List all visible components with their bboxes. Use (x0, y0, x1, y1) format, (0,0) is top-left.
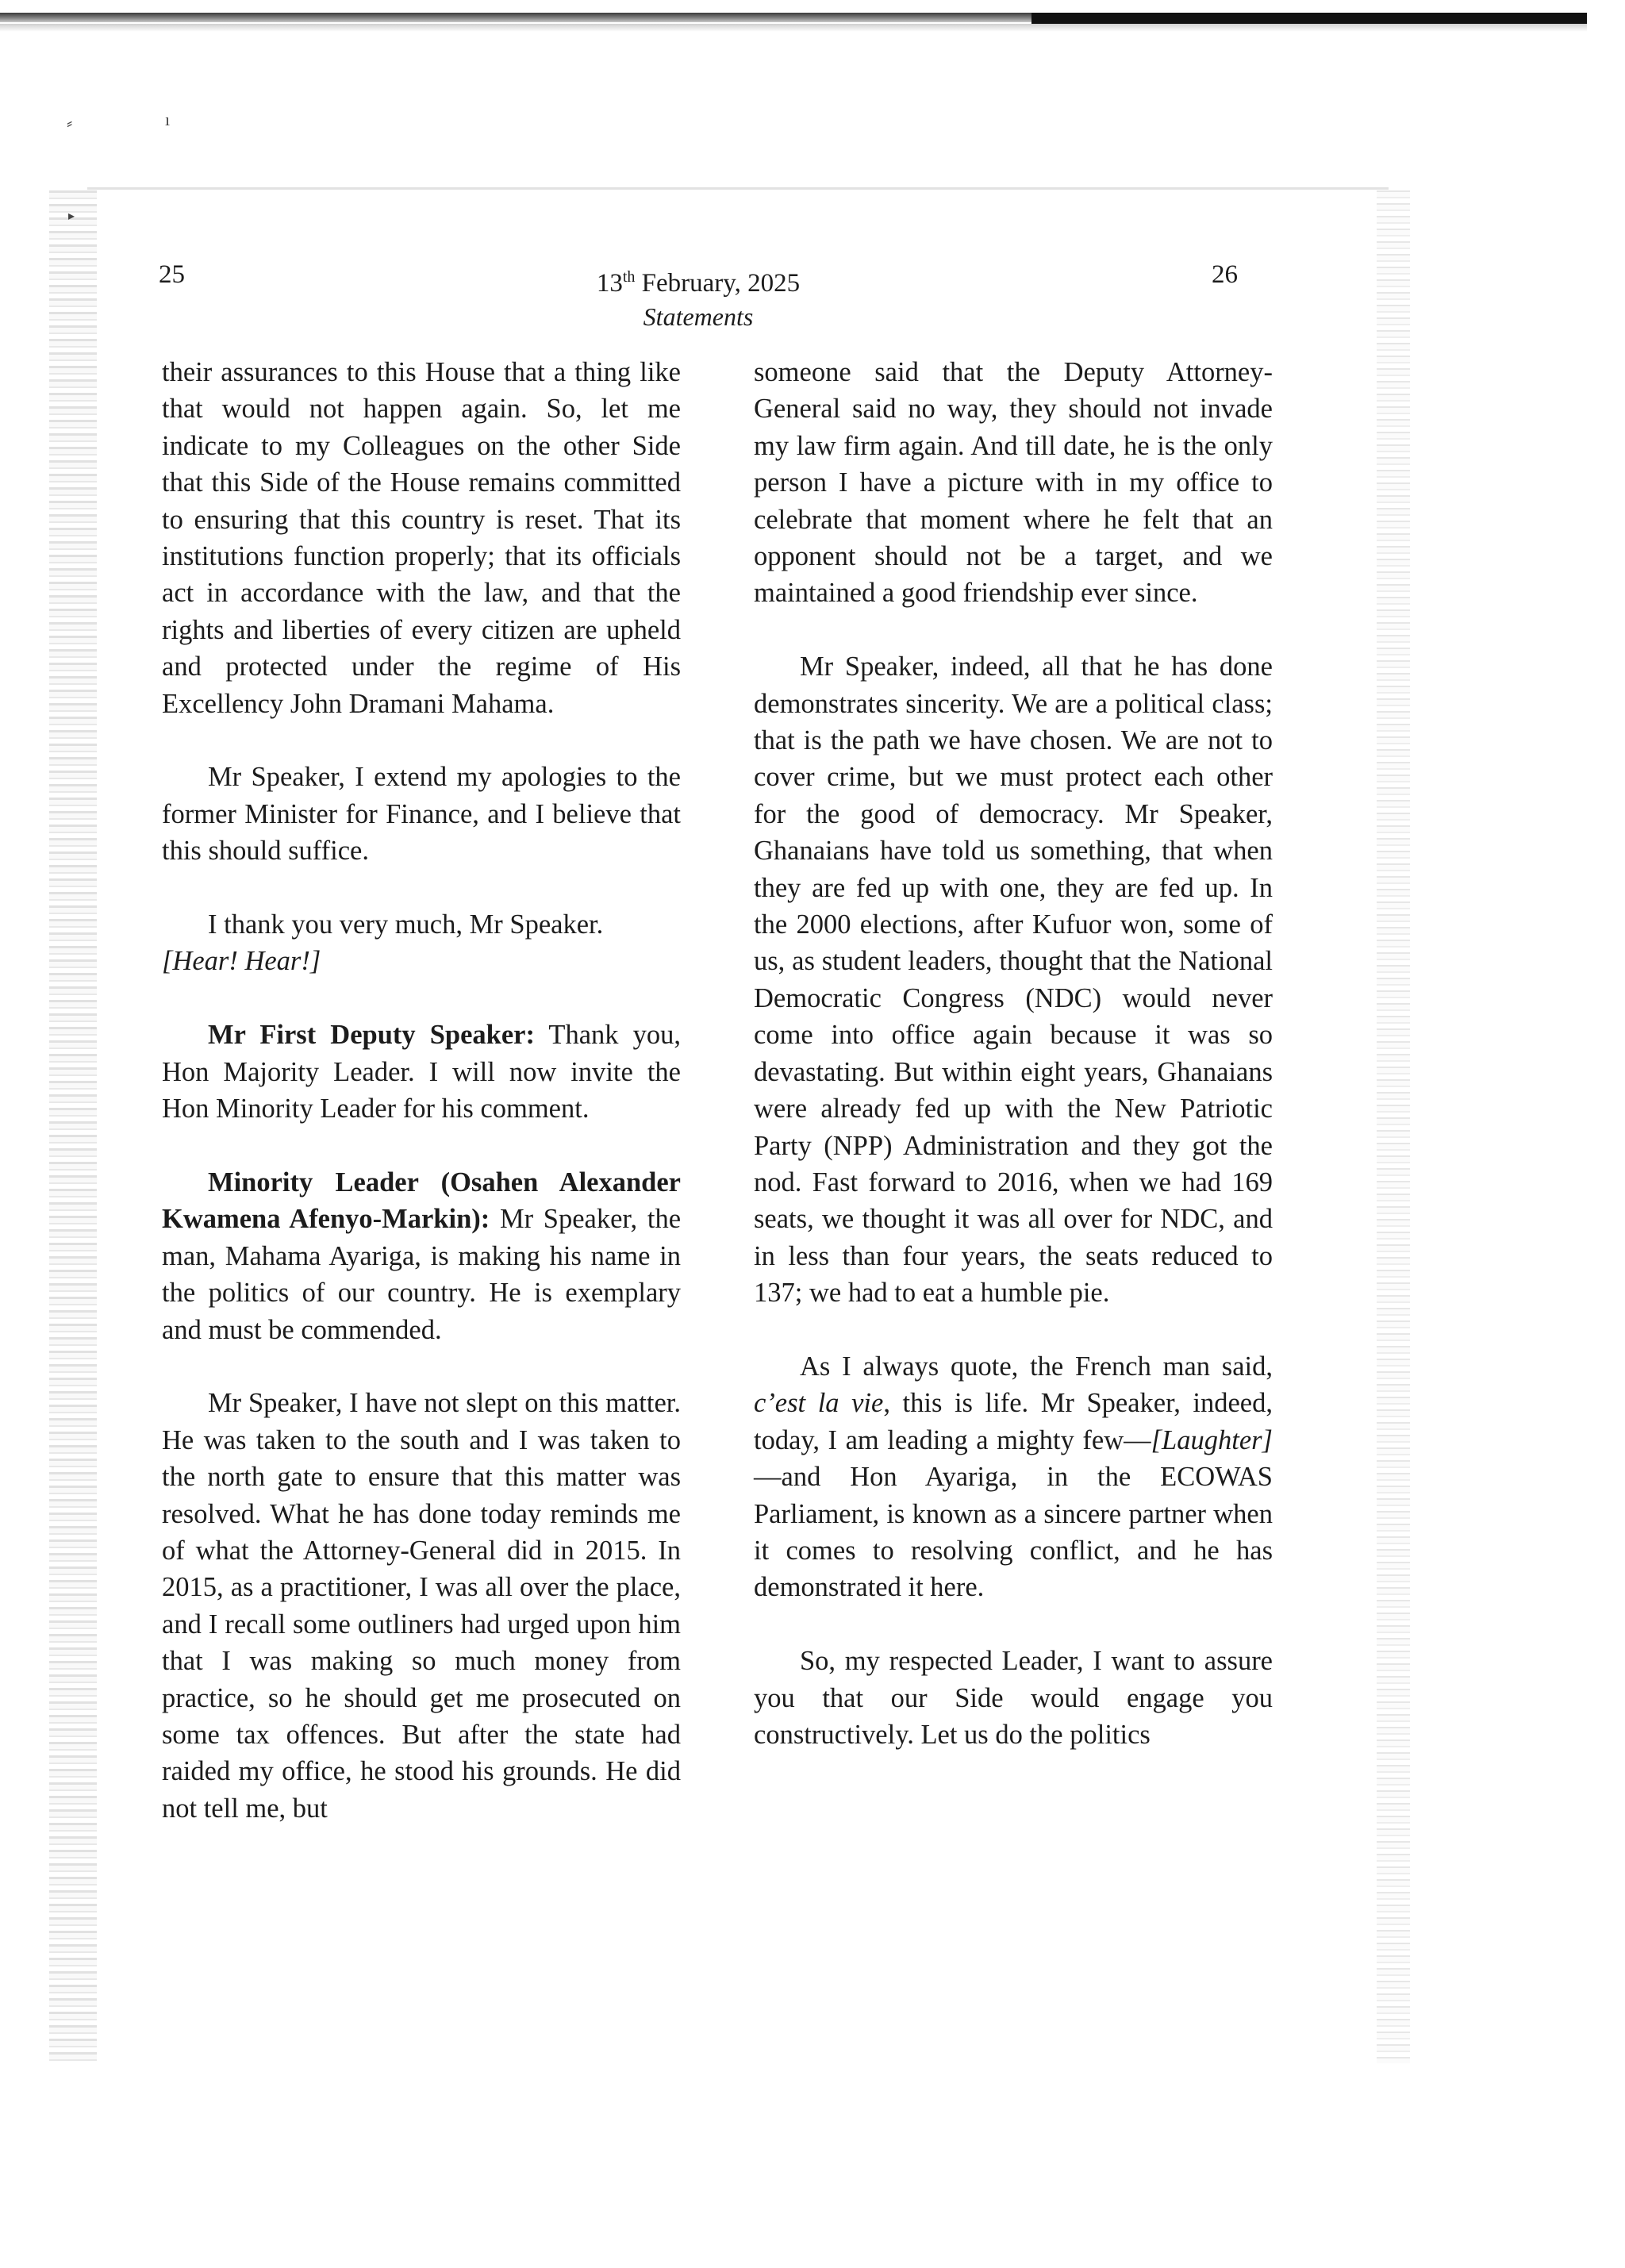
left-column (162, 354, 681, 1827)
header-center (159, 260, 1238, 333)
paragraph (754, 1348, 1273, 1606)
paragraph (162, 1017, 681, 1127)
paragraph-text: —and Hon Ayariga, in the ECOWAS Parliament, is known as a sincere partner when it comes to resolving conflict, and he has demonstrated it here. (754, 1462, 1273, 1603)
paragraph: someone said that the Deputy Attorney-General said no way, they should not invade my law firm again. And till date, he is the only person I have a picture with in my office to celebrate that moment where he felt that an opponent should not be a target, and we maintained a good friendship ever since. (754, 357, 1273, 609)
date-suffix: th (622, 268, 636, 286)
paragraph: Mr Speaker, I have not slept on this matter. He was taken to the south and I was taken to the north gate to ensure that this matter was resolved. What he has done today reminds me of what the Attorney-General did in 2015. In 2015, as a practitioner, I was all over the place, and I recall some outliners had urged upon him that I was making so much money from practice, so he should get me prosecuted on some tax offences. But after the state had raided my office, he stood his grounds. He did not tell me, but (162, 1388, 681, 1824)
page-right-edge-shadow (1377, 190, 1410, 2063)
paragraph-text: As I always quote, the French man said, (800, 1351, 1273, 1382)
scan-top-shadow (0, 24, 1587, 32)
paragraph (162, 1164, 681, 1348)
page-left-edge-shadow (49, 190, 97, 2063)
foreign-quote: c’est la vie (754, 1388, 884, 1419)
paragraph: Mr Speaker, indeed, all that he has done demonstrates sincerity. We are a political class; that is the path we have chosen. We are not to cover crime, but we must protect each other for the good of democracy. Mr Speaker, Ghanaians have told us something, that when they are fed up with one, they are fed up. In the 2000 elections, after Kufuor won, some of us, as student leaders, thought that the National Democratic Congress (NDC) would never come into office again because it was so devastating. But within eight years, Ghanaians were already fed up with the New Patriotic Party (NPP) Administration and they got the nod. Fast forward to 2016, when we had 169 seats, we thought it was all over for NDC, and in less than four years, the seats reduced to 137; we had to eat a humble pie. (754, 652, 1273, 1309)
page-top-edge (87, 187, 1389, 190)
page-number-right: 26 (1212, 260, 1238, 289)
sitting-date (159, 260, 1238, 300)
page-header (159, 260, 1238, 332)
speaker-name: Minority Leader (Osahen Alexander Kwamena Afenyo-Markin): (162, 1167, 681, 1235)
paragraph: Mr Speaker, I extend my apologies to the former Minister for Finance, and I believe that this should suffice. (162, 762, 681, 867)
paragraph-text: , this is life. Mr Speaker, indeed, today, I am leading a mighty few— (754, 1388, 1273, 1455)
paragraph: So, my respected Leader, I want to assure you that our Side would engage you constructively. Let us do the politics (754, 1646, 1273, 1750)
scan-mark: ı (165, 110, 171, 129)
paragraph-text: Mr Speaker, the man, Mahama Ayariga, is making his name in the politics of our country. He is exemplary and must be commended. (162, 1204, 682, 1345)
paragraph-text: Thank you, Hon Majority Leader. I will now invite the Hon Minority Leader for his comment. (162, 1020, 681, 1124)
right-column (754, 354, 1273, 1753)
paragraph: their assurances to this House that a thing like that would not happen again. So, let me indicate to my Colleagues on the other Side that this Side of the House remains committed to ensuring that this country is reset. That its institutions function properly; that its officials act in accordance with the law, and that the rights and liberties of every citizen are upheld and protected under the regime of His Excellency John Dramani Mahama. (162, 357, 681, 719)
section-title: Statements (643, 302, 754, 331)
paragraph-text: I thank you very much, Mr Speaker. (208, 909, 604, 940)
scan-mark: ▸ (68, 210, 75, 223)
interjection: [Laughter] (1151, 1424, 1273, 1455)
scan-top-bar (0, 13, 1587, 22)
paragraph (162, 906, 681, 980)
interjection: [Hear! Hear!] (162, 946, 321, 977)
speaker-name: Mr First Deputy Speaker: (208, 1020, 535, 1051)
scan-mark: ⸗ (67, 113, 73, 133)
date-day: 13 (596, 269, 623, 298)
date-rest: February, 2025 (635, 269, 801, 298)
page-number-left: 25 (159, 260, 185, 289)
